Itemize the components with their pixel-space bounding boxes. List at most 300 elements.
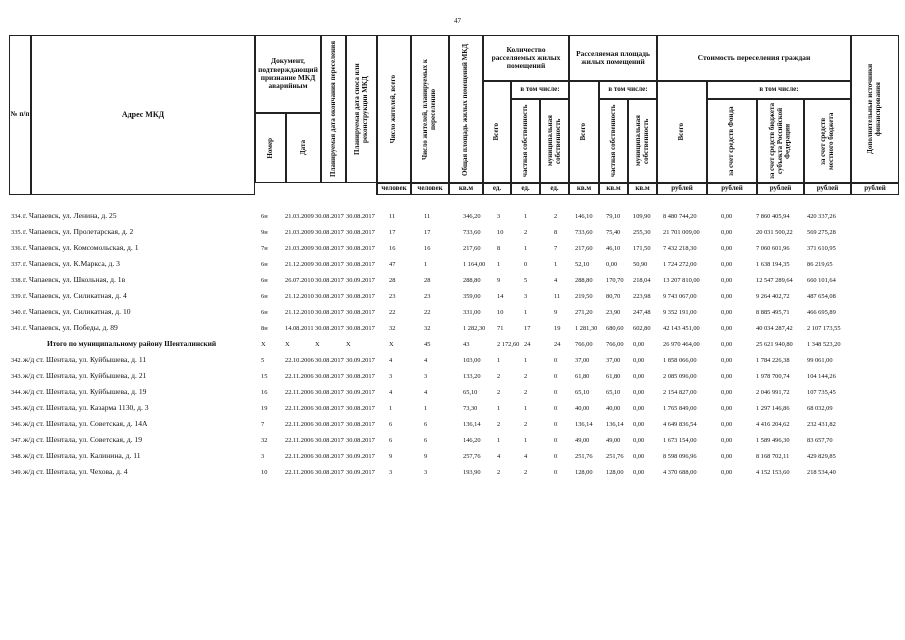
- row-number: 343.: [11, 373, 23, 380]
- row-cost-subject: 4 416 204,62: [756, 421, 790, 428]
- row-planned-demolition: 30.08.2017: [346, 245, 375, 252]
- row-total-area: 359,00: [463, 293, 481, 300]
- row-planned-demolition: 30.08.2017: [346, 213, 375, 220]
- row-cost-fund: 0,00: [721, 261, 733, 268]
- row-cost-total: 9 743 067,00: [663, 293, 697, 300]
- row-planned-demolition: 30.08.2017: [346, 309, 375, 316]
- row-cost-fund: 0,00: [721, 389, 733, 396]
- row-area-total: 37,00: [575, 357, 590, 364]
- row-planned-demolition: 30.09.2017: [346, 389, 375, 396]
- row-residents-planned: 28: [424, 277, 431, 284]
- row-qty-total: 71: [497, 325, 504, 332]
- area-total-header: Всего: [569, 81, 599, 183]
- row-doc-date: 21.12.2009: [285, 261, 314, 268]
- row-cost-fund: 0,00: [721, 437, 733, 444]
- row-cost-fund: 0,00: [721, 453, 733, 460]
- row-area-private: 75,40: [606, 229, 621, 236]
- cost-incl-header: в том числе:: [707, 81, 851, 99]
- row-area-total: 288,80: [575, 277, 593, 284]
- row-planned-end: 30.08.2017: [315, 421, 344, 428]
- row-area-private: 40,00: [606, 405, 621, 412]
- row-residents: 23: [389, 293, 396, 300]
- row-cost-subject: 1 297 146,86: [756, 405, 790, 412]
- row-number: 347.: [11, 437, 23, 444]
- table-row: [9, 273, 899, 289]
- row-cost-subject: 1 978 700,74: [756, 373, 790, 380]
- row-planned-end: 30.08.2017: [315, 405, 344, 412]
- row-doc-number: 16: [261, 389, 268, 396]
- row-qty-municipal: 0: [554, 421, 558, 428]
- row-cost-subject: 8 168 702,11: [756, 453, 790, 460]
- row-total-area: 346,20: [463, 213, 481, 220]
- unit-cell: ед.: [483, 183, 511, 195]
- row-cost-subject: 12 547 289,64: [756, 277, 793, 284]
- row-planned-demolition: 30.08.2017: [346, 437, 375, 444]
- row-address: ж/д ст. Шентала, ул. Чехова, д. 4: [23, 467, 128, 476]
- row-address: ж/д ст. Шентала, ул. Советская, д. 19: [23, 435, 143, 444]
- table-row: [9, 209, 899, 225]
- area-incl-header: в том числе:: [599, 81, 657, 99]
- area-municipal-header: муниципальная собственность: [628, 99, 657, 183]
- row-doc-date: 22.10.2006: [285, 357, 314, 364]
- row-cost-local: 218 534,40: [807, 469, 836, 476]
- row-cost-fund: 0,00: [721, 373, 733, 380]
- col-planned-demolition-header: Планируемая дата сноса или реконструкции МКД: [346, 35, 377, 183]
- cost-fund-header: за счет средств Фонда: [707, 99, 757, 183]
- row-total-area: 257,76: [463, 453, 481, 460]
- row-doc-date: 22.11.2006: [285, 405, 314, 412]
- table-row: [9, 305, 899, 321]
- row-qty-total: 10: [497, 229, 504, 236]
- row-area-total: 219,50: [575, 293, 593, 300]
- row-planned-end: 30.08.2017: [315, 229, 344, 236]
- row-cost-fund: 0,00: [721, 277, 733, 284]
- row-cost-fund: 0,00: [721, 293, 733, 300]
- row-planned-end: X: [315, 341, 320, 348]
- row-total-area: 136,14: [463, 421, 481, 428]
- row-doc-date: 22.11.2006: [285, 469, 314, 476]
- row-residents: 17: [389, 229, 396, 236]
- row-qty-total: 3: [497, 213, 501, 220]
- row-planned-end: 30.08.2017: [315, 245, 344, 252]
- row-area-private: 37,00: [606, 357, 621, 364]
- col-address-header: Адрес МКД: [31, 35, 255, 195]
- row-residents-planned: 23: [424, 293, 431, 300]
- row-cost-subject: 4 152 153,60: [756, 469, 790, 476]
- row-address: г. Чапаевск, ул. К.Маркса, д. 3: [23, 259, 120, 268]
- row-cost-total: 1 673 154,00: [663, 437, 697, 444]
- row-planned-demolition: 30.08.2017: [346, 229, 375, 236]
- row-doc-date: 22.11.2006: [285, 389, 314, 396]
- unit-cell: рублей: [851, 183, 899, 195]
- row-residents-planned: 1: [424, 405, 428, 412]
- row-total-area: 217,60: [463, 245, 481, 252]
- col-extra-sources-header: Дополнительные источники финансирования: [851, 35, 899, 183]
- row-qty-private: 0: [524, 261, 528, 268]
- row-qty-private: 17: [524, 325, 531, 332]
- row-cost-local: 371 610,95: [807, 245, 836, 252]
- row-residents-planned: 17: [424, 229, 431, 236]
- row-area-total: 733,60: [575, 229, 593, 236]
- row-area-municipal: 0,00: [633, 357, 645, 364]
- row-number: 348.: [11, 453, 23, 460]
- row-residents: 1: [389, 405, 393, 412]
- row-residents: X: [389, 341, 394, 348]
- row-qty-private: 1: [524, 309, 528, 316]
- row-number: 349.: [11, 469, 23, 476]
- row-area-municipal: 109,90: [633, 213, 651, 220]
- row-area-municipal: 50,90: [633, 261, 648, 268]
- row-number: 335.: [11, 229, 23, 236]
- row-cost-local: 104 144,26: [807, 373, 836, 380]
- row-residents: 4: [389, 357, 393, 364]
- row-number: 337.: [11, 261, 23, 268]
- row-residents: 28: [389, 277, 396, 284]
- row-doc-number: 32: [261, 437, 268, 444]
- row-area-private: 79,10: [606, 213, 621, 220]
- row-number: 346.: [11, 421, 23, 428]
- row-qty-municipal: 0: [554, 357, 558, 364]
- unit-cell: кв.м: [449, 183, 483, 195]
- row-doc-number: 3: [261, 453, 265, 460]
- row-area-private: 766,00: [606, 341, 624, 348]
- row-cost-total: 4 649 836,54: [663, 421, 697, 428]
- cost-total-header: Всего: [657, 81, 707, 183]
- row-cost-local: 232 431,82: [807, 421, 836, 428]
- row-area-private: 128,00: [606, 469, 624, 476]
- row-doc-number: 6н: [261, 309, 268, 316]
- row-residents: 4: [389, 389, 393, 396]
- row-cost-subject: 9 264 402,72: [756, 293, 790, 300]
- row-cost-local: 83 657,70: [807, 437, 833, 444]
- row-cost-subject: 40 034 287,42: [756, 325, 793, 332]
- row-qty-private: 2: [524, 373, 528, 380]
- row-cost-local: 487 654,08: [807, 293, 836, 300]
- row-cost-subject: 25 621 940,80: [756, 341, 793, 348]
- col-num-header: № п/п: [9, 35, 31, 195]
- row-residents-planned: 45: [424, 341, 431, 348]
- row-planned-end: 30.08.2017: [315, 293, 344, 300]
- row-qty-private: 1: [524, 245, 528, 252]
- row-doc-date: 21.12.2010: [285, 309, 314, 316]
- row-planned-demolition: 30.09.2017: [346, 277, 375, 284]
- document-group-header: Документ, подтверждающий признание МКД аварийным: [255, 35, 321, 113]
- row-number: 341.: [11, 325, 23, 332]
- table-row: [9, 353, 899, 369]
- row-planned-end: 30.08.2017: [315, 389, 344, 396]
- row-address: Итого по муниципальному району Шенталинский: [47, 339, 217, 348]
- row-cost-subject: 20 031 500,22: [756, 229, 793, 236]
- unit-cell: человек: [411, 183, 449, 195]
- row-area-municipal: 255,30: [633, 229, 651, 236]
- row-qty-municipal: 9: [554, 309, 558, 316]
- row-qty-private: 1: [524, 405, 528, 412]
- row-doc-number: 10: [261, 469, 268, 476]
- row-area-private: 65,10: [606, 389, 621, 396]
- table-row: [9, 385, 899, 401]
- row-residents-planned: 22: [424, 309, 431, 316]
- unit-cell: рублей: [657, 183, 707, 195]
- row-residents: 6: [389, 421, 393, 428]
- row-qty-private: 5: [524, 277, 528, 284]
- row-planned-demolition: 30.08.2017: [346, 405, 375, 412]
- row-qty-municipal: 0: [554, 437, 558, 444]
- row-planned-demolition: 30.08.2017: [346, 373, 375, 380]
- row-cost-fund: 0,00: [721, 245, 733, 252]
- row-cost-local: 107 735,45: [807, 389, 836, 396]
- row-total-area: 103,00: [463, 357, 481, 364]
- row-total-area: 331,00: [463, 309, 481, 316]
- row-area-total: 217,60: [575, 245, 593, 252]
- row-qty-municipal: 4: [554, 277, 558, 284]
- row-qty-total: 2: [497, 469, 501, 476]
- row-residents-planned: 4: [424, 357, 428, 364]
- row-cost-total: 4 370 688,00: [663, 469, 697, 476]
- row-doc-date: 21.03.2009: [285, 213, 314, 220]
- row-qty-municipal: 7: [554, 245, 558, 252]
- row-planned-demolition: 30.09.2017: [346, 357, 375, 364]
- row-number: 338.: [11, 277, 23, 284]
- total-row: [9, 337, 899, 353]
- qty-private-header: частная собственность: [511, 99, 540, 183]
- row-cost-total: 1 765 849,00: [663, 405, 697, 412]
- row-cost-local: 569 275,28: [807, 229, 836, 236]
- qty-incl-header: в том числе:: [511, 81, 569, 99]
- row-area-municipal: 247,48: [633, 309, 651, 316]
- row-area-municipal: 0,00: [633, 373, 645, 380]
- row-doc-number: 7н: [261, 245, 268, 252]
- row-qty-private: 1: [524, 437, 528, 444]
- row-address: ж/д ст. Шентала, ул. Казарма 1130, д. 3: [23, 403, 149, 412]
- row-residents-planned: 16: [424, 245, 431, 252]
- row-qty-municipal: 0: [554, 373, 558, 380]
- row-planned-end: 30.08.2017: [315, 277, 344, 284]
- row-area-total: 49,00: [575, 437, 590, 444]
- row-residents: 11: [389, 213, 396, 220]
- row-doc-number: 6н: [261, 261, 268, 268]
- row-cost-total: 1 858 066,00: [663, 357, 697, 364]
- row-cost-fund: 0,00: [721, 341, 733, 348]
- row-planned-end: 30.08.2017: [315, 357, 344, 364]
- row-qty-total: 2: [497, 389, 501, 396]
- table-row: [9, 465, 899, 481]
- row-cost-total: 9 352 191,00: [663, 309, 697, 316]
- row-address: ж/д ст. Шентала, ул. Куйбышева, д. 21: [23, 371, 147, 380]
- row-area-total: 146,10: [575, 213, 593, 220]
- row-area-private: 61,80: [606, 373, 621, 380]
- row-cost-fund: 0,00: [721, 469, 733, 476]
- unit-cell: рублей: [804, 183, 851, 195]
- row-qty-private: 3: [524, 293, 528, 300]
- row-doc-date: 26.07.2010: [285, 277, 314, 284]
- table-row: [9, 289, 899, 305]
- row-qty-total: 10: [497, 309, 504, 316]
- row-cost-local: 466 695,89: [807, 309, 836, 316]
- unit-cell: кв.м: [569, 183, 599, 195]
- row-cost-total: 42 143 451,00: [663, 325, 700, 332]
- row-area-total: 40,00: [575, 405, 590, 412]
- row-qty-private: 1: [524, 213, 528, 220]
- row-planned-demolition: 30.09.2017: [346, 453, 375, 460]
- unit-cell: ед.: [511, 183, 540, 195]
- row-residents: 3: [389, 373, 393, 380]
- row-address: г. Чапаевск, ул. Силикатная, д. 4: [23, 291, 127, 300]
- row-area-municipal: 0,00: [633, 341, 645, 348]
- row-cost-subject: 7 860 405,94: [756, 213, 790, 220]
- row-area-municipal: 0,00: [633, 421, 645, 428]
- cost-local-header: за счет средств местного бюджета: [804, 99, 851, 183]
- row-planned-demolition: 30.08.2017: [346, 421, 375, 428]
- row-cost-total: 8 598 096,96: [663, 453, 697, 460]
- row-area-total: 766,00: [575, 341, 593, 348]
- row-planned-demolition: 30.08.2017: [346, 261, 375, 268]
- row-residents: 16: [389, 245, 396, 252]
- row-qty-private: 24: [524, 341, 531, 348]
- row-doc-number: 15: [261, 373, 268, 380]
- row-area-private: 0,00: [606, 261, 618, 268]
- row-qty-total: 4: [497, 453, 501, 460]
- row-doc-number: 6н: [261, 277, 268, 284]
- row-doc-number: 9н: [261, 229, 268, 236]
- row-cost-local: 68 032,09: [807, 405, 833, 412]
- row-area-total: 271,20: [575, 309, 593, 316]
- row-area-total: 65,10: [575, 389, 590, 396]
- table-row: [9, 433, 899, 449]
- row-area-total: 1 281,30: [575, 325, 598, 332]
- row-area-total: 61,80: [575, 373, 590, 380]
- row-cost-fund: 0,00: [721, 309, 733, 316]
- row-qty-private: 2: [524, 389, 528, 396]
- row-total-area: 1 164,00: [463, 261, 486, 268]
- row-residents: 47: [389, 261, 396, 268]
- col-residents-planned-header: Число жителей, планируемых к переселению: [411, 35, 449, 183]
- row-doc-date: 22.11.2006: [285, 453, 314, 460]
- unit-cell: кв.м: [599, 183, 628, 195]
- row-planned-end: 30.08.2017: [315, 309, 344, 316]
- row-planned-end: 30.08.2017: [315, 325, 344, 332]
- row-number: 336.: [11, 245, 23, 252]
- row-doc-date: 14.08.2011: [285, 325, 314, 332]
- row-number: 345.: [11, 405, 23, 412]
- row-residents-planned: 4: [424, 389, 428, 396]
- row-planned-end: 30.08.2017: [315, 373, 344, 380]
- row-planned-demolition: 30.09.2017: [346, 469, 375, 476]
- row-address: ж/д ст. Шентала, ул. Куйбышева, д. 19: [23, 387, 147, 396]
- row-address: г. Чапаевск, ул. Школьная, д. 1в: [23, 275, 126, 284]
- row-doc-date: 21.03.2009: [285, 245, 314, 252]
- row-cost-fund: 0,00: [721, 213, 733, 220]
- row-residents-planned: 3: [424, 469, 428, 476]
- table-row: [9, 241, 899, 257]
- unit-cell: рублей: [707, 183, 757, 195]
- row-cost-subject: 7 060 601,96: [756, 245, 790, 252]
- row-residents: 6: [389, 437, 393, 444]
- unit-spacer: [9, 183, 377, 195]
- row-total-area: 133,20: [463, 373, 481, 380]
- row-qty-total: 2 172,60: [497, 341, 520, 348]
- row-doc-number: 19: [261, 405, 268, 412]
- qty-municipal-header: муниципальная собственность: [540, 99, 569, 183]
- row-qty-municipal: 19: [554, 325, 561, 332]
- row-residents: 3: [389, 469, 393, 476]
- row-area-private: 49,00: [606, 437, 621, 444]
- row-qty-municipal: 0: [554, 389, 558, 396]
- row-area-private: 136,14: [606, 421, 624, 428]
- row-doc-number: 6н: [261, 213, 268, 220]
- row-residents-planned: 32: [424, 325, 431, 332]
- row-planned-end: 30.08.2017: [315, 453, 344, 460]
- row-address: г. Чапаевск, ул. Пролетарская, д. 2: [23, 227, 134, 236]
- row-doc-date: 21.03.2009: [285, 229, 314, 236]
- row-qty-total: 1: [497, 261, 501, 268]
- row-area-total: 52,10: [575, 261, 590, 268]
- row-doc-date: X: [285, 341, 290, 348]
- row-number: 344.: [11, 389, 23, 396]
- row-cost-subject: 1 784 226,38: [756, 357, 790, 364]
- row-doc-number: 8н: [261, 325, 268, 332]
- row-cost-total: 2 085 096,00: [663, 373, 697, 380]
- row-planned-demolition: 30.08.2017: [346, 293, 375, 300]
- row-residents-planned: 11: [424, 213, 431, 220]
- row-cost-fund: 0,00: [721, 229, 733, 236]
- row-area-municipal: 602,80: [633, 325, 651, 332]
- row-area-total: 136,14: [575, 421, 593, 428]
- row-cost-total: 21 701 009,00: [663, 229, 700, 236]
- table-row: [9, 369, 899, 385]
- row-address: ж/д ст. Шентала, ул. Советская, д. 14А: [23, 419, 148, 428]
- row-qty-total: 2: [497, 373, 501, 380]
- col-doc-number-header: Номер: [255, 113, 286, 183]
- row-area-municipal: 0,00: [633, 469, 645, 476]
- row-doc-date: 22.11.2006: [285, 437, 314, 444]
- row-qty-municipal: 1: [554, 261, 558, 268]
- row-total-area: 733,60: [463, 229, 481, 236]
- row-planned-end: 30.08.2017: [315, 469, 344, 476]
- row-qty-municipal: 0: [554, 469, 558, 476]
- row-residents-planned: 6: [424, 421, 428, 428]
- row-doc-date: 22.11.2006: [285, 421, 314, 428]
- row-address: г. Чапаевск, ул. Победы, д. 89: [23, 323, 118, 332]
- row-total-area: 65,10: [463, 389, 478, 396]
- row-qty-municipal: 0: [554, 453, 558, 460]
- row-area-private: 46,10: [606, 245, 621, 252]
- row-cost-local: 420 337,26: [807, 213, 836, 220]
- col-planned-end-header: Планируемая дата окончания переселения: [321, 35, 346, 183]
- row-area-municipal: 218,04: [633, 277, 651, 284]
- row-area-private: 80,70: [606, 293, 621, 300]
- row-residents-planned: 3: [424, 373, 428, 380]
- qty-total-header: Всего: [483, 81, 511, 183]
- row-qty-private: 2: [524, 469, 528, 476]
- row-residents-planned: 6: [424, 437, 428, 444]
- row-total-area: 288,80: [463, 277, 481, 284]
- row-qty-total: 1: [497, 405, 501, 412]
- unit-cell: кв.м: [628, 183, 657, 195]
- row-doc-number: 5: [261, 357, 265, 364]
- col-doc-date-header: Дата: [286, 113, 321, 183]
- table-row: [9, 449, 899, 465]
- row-planned-end: 30.08.2017: [315, 213, 344, 220]
- row-area-municipal: 223,98: [633, 293, 651, 300]
- row-residents: 32: [389, 325, 396, 332]
- row-cost-fund: 0,00: [721, 357, 733, 364]
- row-area-private: 23,90: [606, 309, 621, 316]
- row-qty-municipal: 11: [554, 293, 561, 300]
- col-total-area-header: Общая площадь жилых помещений МКД: [449, 35, 483, 183]
- row-address: г. Чапаевск, ул. Комсомольская, д. 1: [23, 243, 139, 252]
- row-qty-private: 2: [524, 421, 528, 428]
- row-cost-subject: 8 885 495,71: [756, 309, 790, 316]
